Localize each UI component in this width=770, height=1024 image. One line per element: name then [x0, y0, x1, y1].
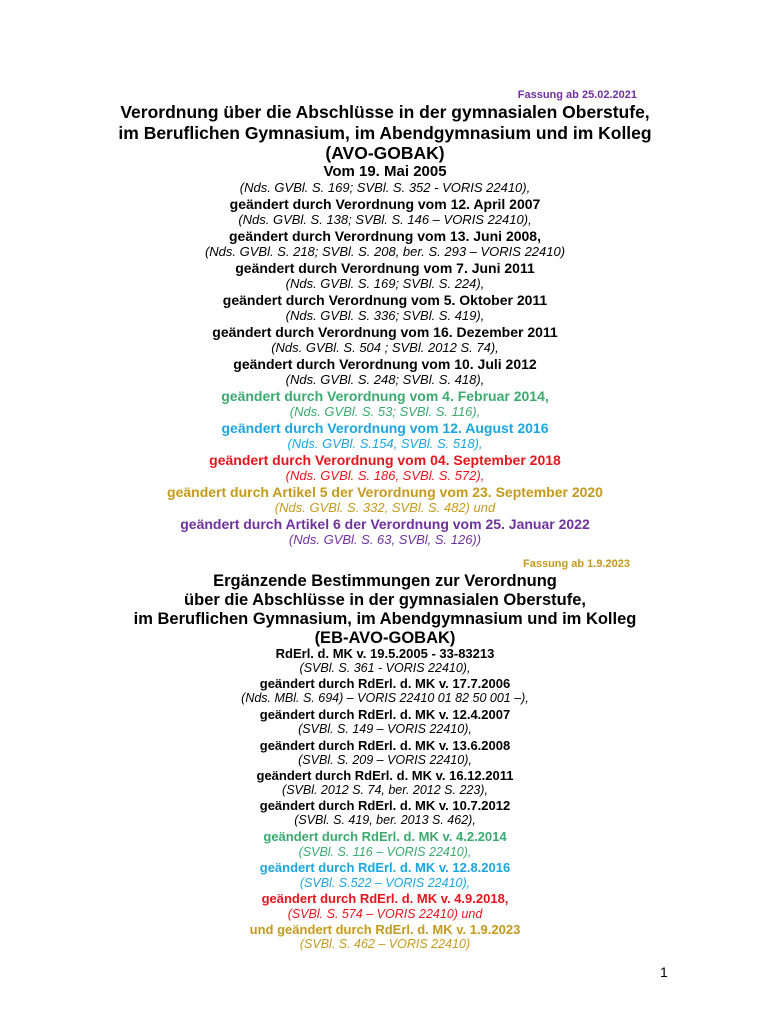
amendment-line: geändert durch RdErl. d. MK v. 4.9.2018,	[261, 891, 509, 906]
amendment-line: geändert durch RdErl. d. MK v. 13.6.2008	[259, 738, 511, 753]
eb-title-line-2: über die Abschlüsse in der gymnasialen Oberstufe,	[184, 591, 586, 609]
citation-line: (SVBl. S. 361 - VORIS 22410),	[299, 661, 471, 675]
decree-line: RdErl. d. MK v. 19.5.2005 - 33-83213	[275, 646, 495, 661]
title-line-1: Verordnung über die Abschlüsse in der gymnasialen Oberstufe,	[120, 102, 650, 122]
citation-line: (Nds. GVBl. S.154, SVBl. S. 518),	[287, 436, 483, 451]
amendment-line: geändert durch Verordnung vom 7. Juni 2011	[235, 260, 535, 276]
citation-line: (Nds. GVBl. S. 332, SVBl. S. 482) und	[274, 500, 496, 515]
citation-line: (SVBl. 2012 S. 74, ber. 2012 S. 223),	[282, 783, 488, 797]
amendment-line: geändert durch RdErl. d. MK v. 12.4.2007	[259, 707, 511, 722]
amendment-line: geändert durch Artikel 6 der Verordnung vom 25. Januar 2022	[180, 516, 590, 532]
amendment-line: geändert durch Verordnung vom 4. Februar 2014,	[221, 388, 549, 404]
citation-line: (SVBl. S. 462 – VORIS 22410)	[299, 937, 471, 951]
version-label-1: Fassung ab 25.02.2021	[517, 89, 637, 101]
amendment-line: geändert durch Artikel 5 der Verordnung vom 23. September 2020	[167, 484, 603, 500]
eb-title-line-1: Ergänzende Bestimmungen zur Verordnung	[213, 572, 557, 590]
citation-line: (SVBl. S. 149 – VORIS 22410),	[298, 722, 472, 736]
citation-line: (Nds. GVBl. S. 218; SVBl. S. 208, ber. S. 293 – VORIS 22410)	[204, 244, 566, 259]
title-line-2: im Beruflichen Gymnasium, im Abendgymnasium und im Kolleg	[118, 123, 652, 143]
page-number: 1	[660, 964, 668, 980]
citation-line: (Nds. GVBl. S. 138; SVBl. S. 146 – VORIS 22410),	[238, 212, 532, 227]
eb-title-line-3: im Beruflichen Gymnasium, im Abendgymnasium und im Kolleg	[133, 610, 637, 628]
amendment-line: geändert durch RdErl. d. MK v. 12.8.2016	[259, 860, 511, 875]
citation-line: (Nds. GVBl. S. 63, SVBl, S. 126))	[288, 532, 482, 547]
citation-line: (SVBl. S. 209 – VORIS 22410),	[298, 753, 472, 767]
citation-line: (SVBl. S. 574 – VORIS 22410) und	[287, 907, 483, 921]
issue-date: Vom 19. Mai 2005	[323, 163, 447, 180]
amendment-line: geändert durch Verordnung vom 10. Juli 2012	[233, 356, 537, 372]
citation-line: (Nds. GVBl. S. 336; SVBl. S. 419),	[285, 308, 485, 323]
eb-title-line-4: (EB-AVO-GOBAK)	[314, 629, 456, 647]
amendment-line: geändert durch Verordnung vom 13. Juni 2008,	[229, 228, 541, 244]
amendment-line: und geändert durch RdErl. d. MK v. 1.9.2023	[249, 922, 521, 937]
citation-line: (SVBl. S. 419, ber. 2013 S. 462),	[294, 813, 476, 827]
amendment-line: geändert durch Verordnung vom 16. Dezember 2011	[212, 324, 558, 340]
amendment-line: geändert durch RdErl. d. MK v. 16.12.2011	[256, 768, 514, 783]
amendment-line: geändert durch Verordnung vom 5. Oktober 2011	[222, 292, 548, 308]
title-line-3: (AVO-GOBAK)	[325, 143, 445, 163]
citation-line: (Nds. GVBl. S. 169; SVBl. S. 224),	[285, 276, 485, 291]
amendment-line: geändert durch RdErl. d. MK v. 17.7.2006	[259, 676, 511, 691]
citation-line: (SVBl. S. 116 – VORIS 22410),	[298, 845, 472, 859]
citation-line: (Nds. MBl. S. 694) – VORIS 22410 01 82 50 001 –),	[241, 691, 529, 705]
amendment-line: geändert durch Verordnung vom 12. August 2016	[221, 420, 549, 436]
citation-line: (Nds. GVBl. S. 53; SVBl. S. 116),	[289, 404, 481, 419]
amendment-line: geändert durch RdErl. d. MK v. 10.7.2012	[259, 798, 511, 813]
citation-line: (Nds. GVBl. S. 248; SVBl. S. 418),	[285, 372, 485, 387]
citation-line: (Nds. GVBl. S. 186, SVBl. S. 572),	[285, 468, 485, 483]
amendment-line: geändert durch RdErl. d. MK v. 4.2.2014	[263, 829, 507, 844]
amendment-line: geändert durch Verordnung vom 04. September 2018	[209, 452, 561, 468]
version-label-2: Fassung ab 1.9.2023	[523, 558, 630, 570]
citation-line: (SVBl. S.522 – VORIS 22410),	[299, 876, 471, 890]
amendment-line: geändert durch Verordnung vom 12. April 2007	[229, 196, 541, 212]
citation-line: (Nds. GVBl. S. 504 ; SVBl. 2012 S. 74),	[271, 340, 499, 355]
citation-line: (Nds. GVBl. S. 169; SVBl. S. 352 - VORIS 22410),	[239, 180, 531, 195]
